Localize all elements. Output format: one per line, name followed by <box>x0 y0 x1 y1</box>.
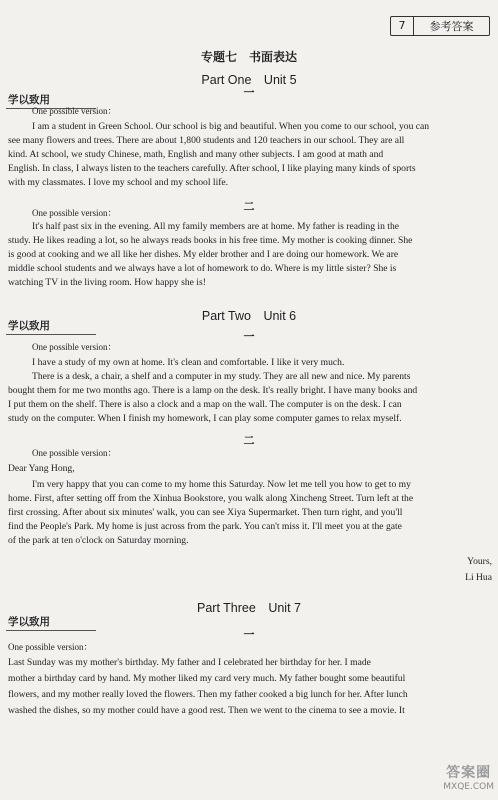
essay1-line-1: I am a student in Green School. Our school is big and beautiful. When you come to our school, you can <box>32 121 430 132</box>
version-label: One possible version： <box>32 106 117 116</box>
essay3-line-3: bought them for me two months ago. There is a lamp on the desk. It's really bright. I have many books and <box>8 385 418 396</box>
version-label: One possible version： <box>8 642 93 652</box>
section-number-two: 二 <box>243 434 255 447</box>
essay4-line-4: find the People's Park. My home is just across from the park. You can't miss it. I'll meet you at the gate <box>8 521 402 532</box>
essay3-line-2: There is a desk, a chair, a shelf and a computer in my study. They are all new and nice. My parents <box>32 371 411 382</box>
unit-7-title: Part Three Unit 7 <box>197 601 301 615</box>
essay1-line-3: kind. At school, we study Chinese, math, English and many other subjects. I am good at math and <box>8 149 384 160</box>
essay5-line-1: Last Sunday was my mother's birthday. My father and I celebrated her birthday for her. I made <box>8 657 371 668</box>
section-number-two: 二 <box>243 200 255 213</box>
essay3-line-1: I have a study of my own at home. It's clean and comfortable. I like it very much. <box>32 357 345 368</box>
watermark <box>443 762 494 792</box>
letter-closing: Yours, <box>467 556 492 567</box>
page-header <box>390 16 490 36</box>
watermark-url: MXQE.COM <box>443 782 494 792</box>
essay2-line-3: is good at cooking and we all like her dishes. My elder brother and I are doing our homework. We are <box>8 249 399 260</box>
version-label: One possible version： <box>32 208 117 218</box>
essay2-line-4: middle school students and we always have a lot of homework to do. Where is my little sister? She is <box>8 263 397 274</box>
essay5-line-2: mother a birthday card by hand. My mother liked my card very much. My father bought some beautiful <box>8 673 406 684</box>
essay5-line-4: washed the dishes, so my mother could have a good rest. Then we went to the cinema to see a movie. It <box>8 705 405 716</box>
version-label: One possible version： <box>32 342 117 352</box>
essay2-line-5: watching TV in the living room. How happy she is! <box>8 277 206 288</box>
watermark-logo: 答案圈 <box>446 765 492 781</box>
essay1-line-4: English. In class, I always listen to the teachers carefully. After school, I like playing many kinds of sports <box>8 163 416 174</box>
essay4-line-1: I'm very happy that you can come to my home this Saturday. Now let me tell you how to get to my <box>32 479 411 490</box>
essay3-line-5: study on the computer. When I finish my homework, I can play some computer games to relax myself. <box>8 413 402 424</box>
essay4-line-2: home. First, after setting off from the Xinhua Bookstore, you walk along Xincheng Street. Turn left at the <box>8 493 414 504</box>
essay1-line-5: with my classmates. I love my school and my school life. <box>8 177 229 188</box>
unit-6-title: Part Two Unit 6 <box>201 309 297 323</box>
essay3-line-4: I put them on the shelf. There is also a clock and a map on the wall. The computer is on the desk. I can <box>8 399 402 410</box>
page-number: 7 <box>391 17 414 35</box>
letter-signature: Li Hua <box>465 572 492 583</box>
practice-label: 学以致用 <box>8 94 50 106</box>
topic-title: 专题七 书面表达 <box>200 50 297 64</box>
practice-label: 学以致用 <box>8 320 50 332</box>
unit-5-title: Part One Unit 5 <box>201 73 297 87</box>
essay4-line-3: first crossing. After about six minutes' walk, you can see Xiya Supermarket. Then turn right, and you'll <box>8 507 403 518</box>
section-number-one: 一 <box>243 86 255 99</box>
section-number-one: 一 <box>243 628 255 641</box>
essay2-line-1: It's half past six in the evening. All my family members are at home. My father is reading in the <box>32 221 399 232</box>
header-title: 参考答案 <box>429 20 474 33</box>
essay4-line-5: of the park at ten o'clock on Saturday morning. <box>8 535 189 546</box>
essay1-line-2: see many flowers and trees. There are about 1,800 students and 120 teachers in our school. They are all <box>8 135 405 146</box>
essay5-line-3: flowers, and my mother really loved the flowers. Then my father cooked a big lunch for her. After lunch <box>8 689 408 700</box>
essay4-greeting: Dear Yang Hong, <box>8 463 75 474</box>
essay2-line-2: study. He likes reading a lot, so he always reads books in his free time. My mother is cooking dinner. She <box>8 235 413 246</box>
version-label: One possible version： <box>32 448 117 458</box>
section-number-one: 一 <box>243 330 255 343</box>
practice-label: 学以致用 <box>8 616 50 628</box>
